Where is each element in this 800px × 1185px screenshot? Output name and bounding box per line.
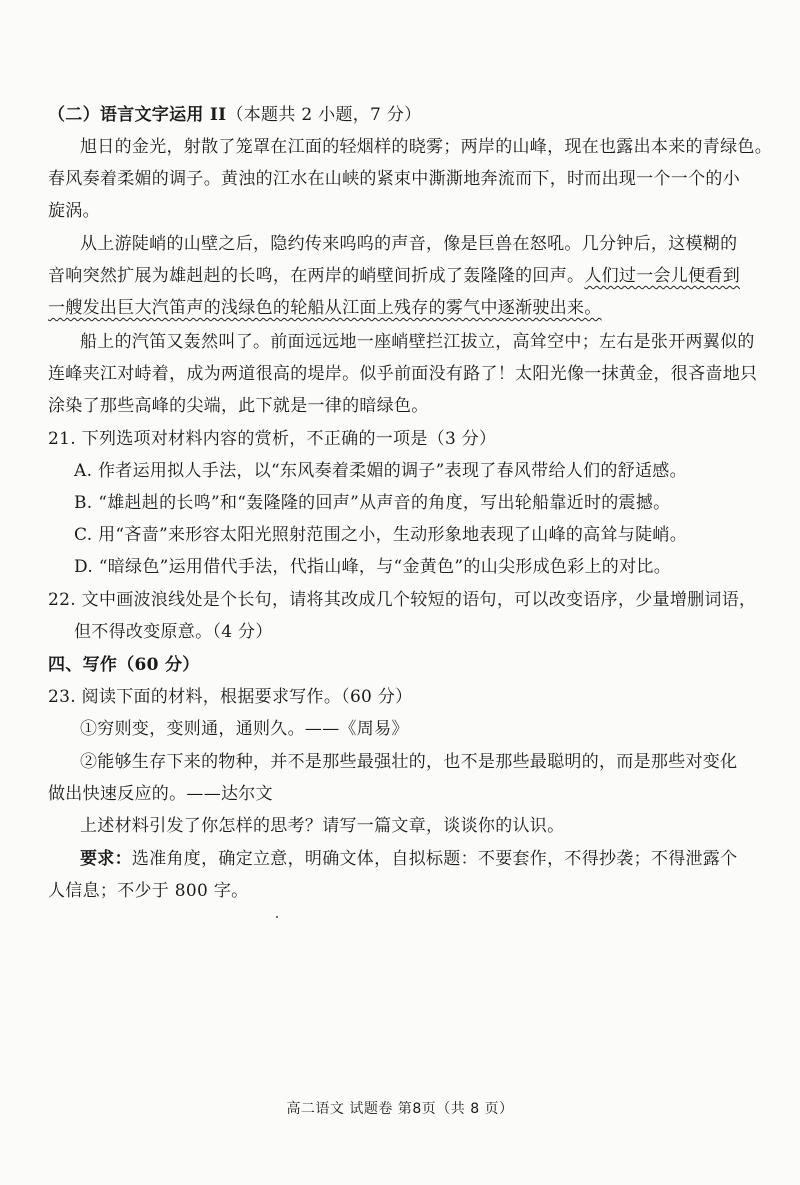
scan-speck	[276, 916, 278, 918]
question-21-stem: 21. 下列选项对材料内容的赏析，不正确的一项是（3 分）	[48, 429, 497, 449]
passage-p1-line1: 旭日的金光，射散了笼罩在江面的轻烟样的晓雾；两岸的山峰，现在也露出本来的青绿色。	[80, 137, 772, 157]
question-23-quote-2-line1: ②能够生存下来的物种，并不是那些最强壮的，也不是那些最聪明的，而是那些对变化	[80, 752, 738, 772]
wavy-underlined-sentence-start: 人们过一会儿便看到	[584, 266, 741, 286]
question-21-option-a: A. 作者运用拟人手法，以“东风奏着柔媚的调子”表现了春风带给人们的舒适感。	[74, 461, 687, 481]
question-23-quote-1: ①穷则变，变则通，通则久。——《周易》	[80, 719, 409, 739]
question-23-requirements-line1	[80, 848, 737, 870]
question-23-stem: 23. 阅读下面的材料，根据要求写作。（60 分）	[48, 687, 413, 707]
question-21-option-c: C. 用“吝啬”来形容太阳光照射范围之小，生动形象地表现了山峰的高耸与陡峭。	[74, 525, 687, 545]
passage-p3-line1: 船上的汽笛又轰然叫了。前面远远地一座峭壁拦江拔立，高耸空中；左右是张开两翼似的	[80, 332, 755, 352]
question-22-line2: 但不得改变原意。（4 分）	[74, 622, 273, 642]
passage-p3-line3: 涂染了那些高峰的尖端，此下就是一律的暗绿色。	[48, 396, 429, 416]
requirements-label: 要求：	[80, 849, 132, 869]
wavy-underlined-sentence-end: 一艘发出巨大汽笛声的浅绿色的轮船从江面上残存的雾气中逐渐驶出来。	[48, 298, 602, 318]
section-two-heading-note: （本题共 2 小题，7 分）	[226, 105, 422, 125]
question-22-line1: 22. 文中画波浪线处是个长句，请将其改成几个较短的语句，可以改变语序，少量增删词语，	[48, 590, 757, 610]
passage-p1-line3: 旋涡。	[48, 201, 100, 221]
question-23-requirements-line2: 人信息；不少于 800 字。	[48, 881, 249, 901]
passage-p2-line1: 从上游陡峭的山壁之后，隐约传来呜呜的声音，像是巨兽在怒吼。几分钟后，这模糊的	[80, 234, 738, 254]
question-23-prompt: 上述材料引发了你怎样的思考？请写一篇文章，谈谈你的认识。	[80, 816, 565, 836]
passage-p1-line2: 春风奏着柔媚的调子。黄浊的江水在山峡的紧束中澌澌地奔流而下，时而出现一个一个的小	[48, 169, 740, 189]
passage-p2-line3	[48, 297, 602, 319]
passage-p2-line2-plain: 音响突然扩展为雄赳赳的长鸣，在两岸的峭壁间折成了轰隆隆的回声。	[48, 266, 585, 286]
page-footer: 高二语文 试题卷 第8页（共 8 页）	[286, 1101, 514, 1117]
question-23-quote-2-line2: 做出快速反应的。——达尔文	[48, 784, 273, 804]
section-four-heading: 四、写作（60 分）	[48, 655, 200, 675]
question-21-option-b: B. “雄赳赳的长鸣”和“轰隆隆的回声”从声音的角度，写出轮船靠近时的震撼。	[74, 493, 671, 513]
section-two-heading-title: （二）语言文字运用 II	[48, 105, 227, 125]
passage-p3-line2: 连峰夹江对峙着，成为两道很高的堤岸。似乎前面没有路了！太阳光像一抹黄金，很吝啬地只	[48, 364, 758, 384]
requirements-text: 选准角度，确定立意，明确文体，自拟标题：不要套作，不得抄袭；不得泄露个	[131, 849, 738, 869]
section-two-heading	[48, 104, 421, 126]
passage-p2-line2	[48, 265, 740, 287]
question-21-option-d: D. “暗绿色”运用借代手法，代指山峰，与“金黄色”的山尖形成色彩上的对比。	[74, 557, 671, 577]
